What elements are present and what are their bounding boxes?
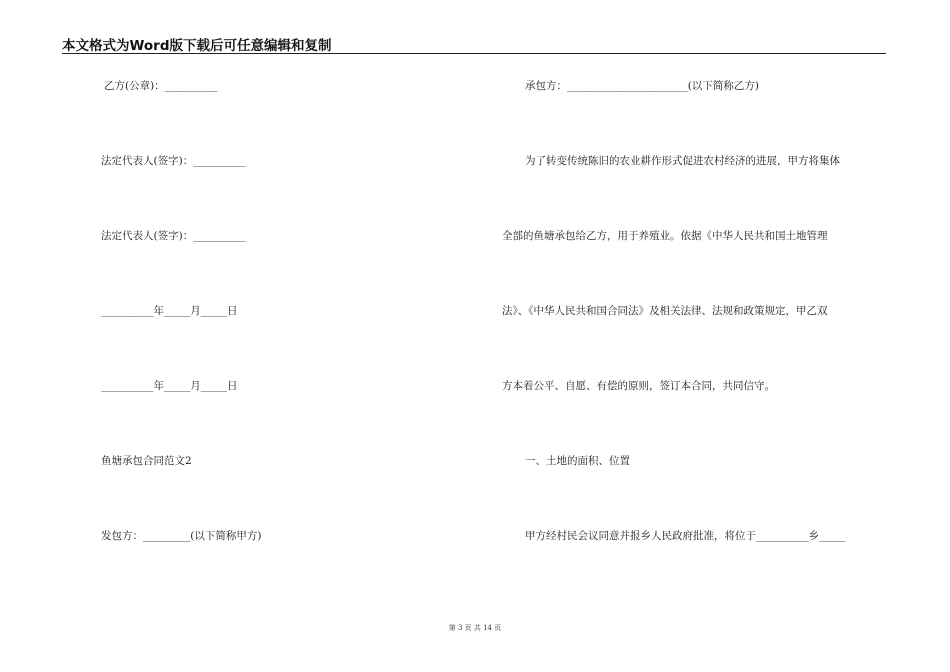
header-divider [62, 53, 886, 54]
left-line-3: 法定代表人(签字)：__________ [101, 230, 246, 242]
left-line-1: 乙方(公章)：__________ [104, 80, 218, 92]
right-line-7: 甲方经村民会议同意并报乡人民政府批准，将位于__________乡_____ [525, 530, 846, 542]
left-line-4: __________年_____月_____日 [101, 305, 238, 317]
right-line-1: 承包方：_______________________(以下简称乙方) [525, 80, 759, 92]
right-line-2: 为了转变传统陈旧的农业耕作形式促进农村经济的进展，甲方将集体 [525, 155, 840, 167]
right-line-5: 方本着公平、自愿、有偿的原则，签订本合同，共同信守。 [502, 380, 775, 392]
left-line-7: 发包方：_________(以下简称甲方) [101, 530, 262, 542]
document-header-title: 本文格式为Word版下载后可任意编辑和复制 [62, 38, 332, 54]
right-line-3: 全部的鱼塘承包给乙方，用于养殖业。依据《中华人民共和国土地管理 [502, 230, 828, 242]
right-line-4: 法》、《中华人民共和国合同法》及相关法律、法规和政策规定，甲乙双 [502, 305, 828, 317]
right-line-6: 一、土地的面积、位置 [525, 455, 630, 467]
left-line-2: 法定代表人(签字)：__________ [101, 155, 246, 167]
page-number-footer: 第 3 页 共 14 页 [448, 624, 502, 632]
left-line-6: 鱼塘承包合同范文2 [101, 455, 192, 467]
left-line-5: __________年_____月_____日 [101, 380, 238, 392]
